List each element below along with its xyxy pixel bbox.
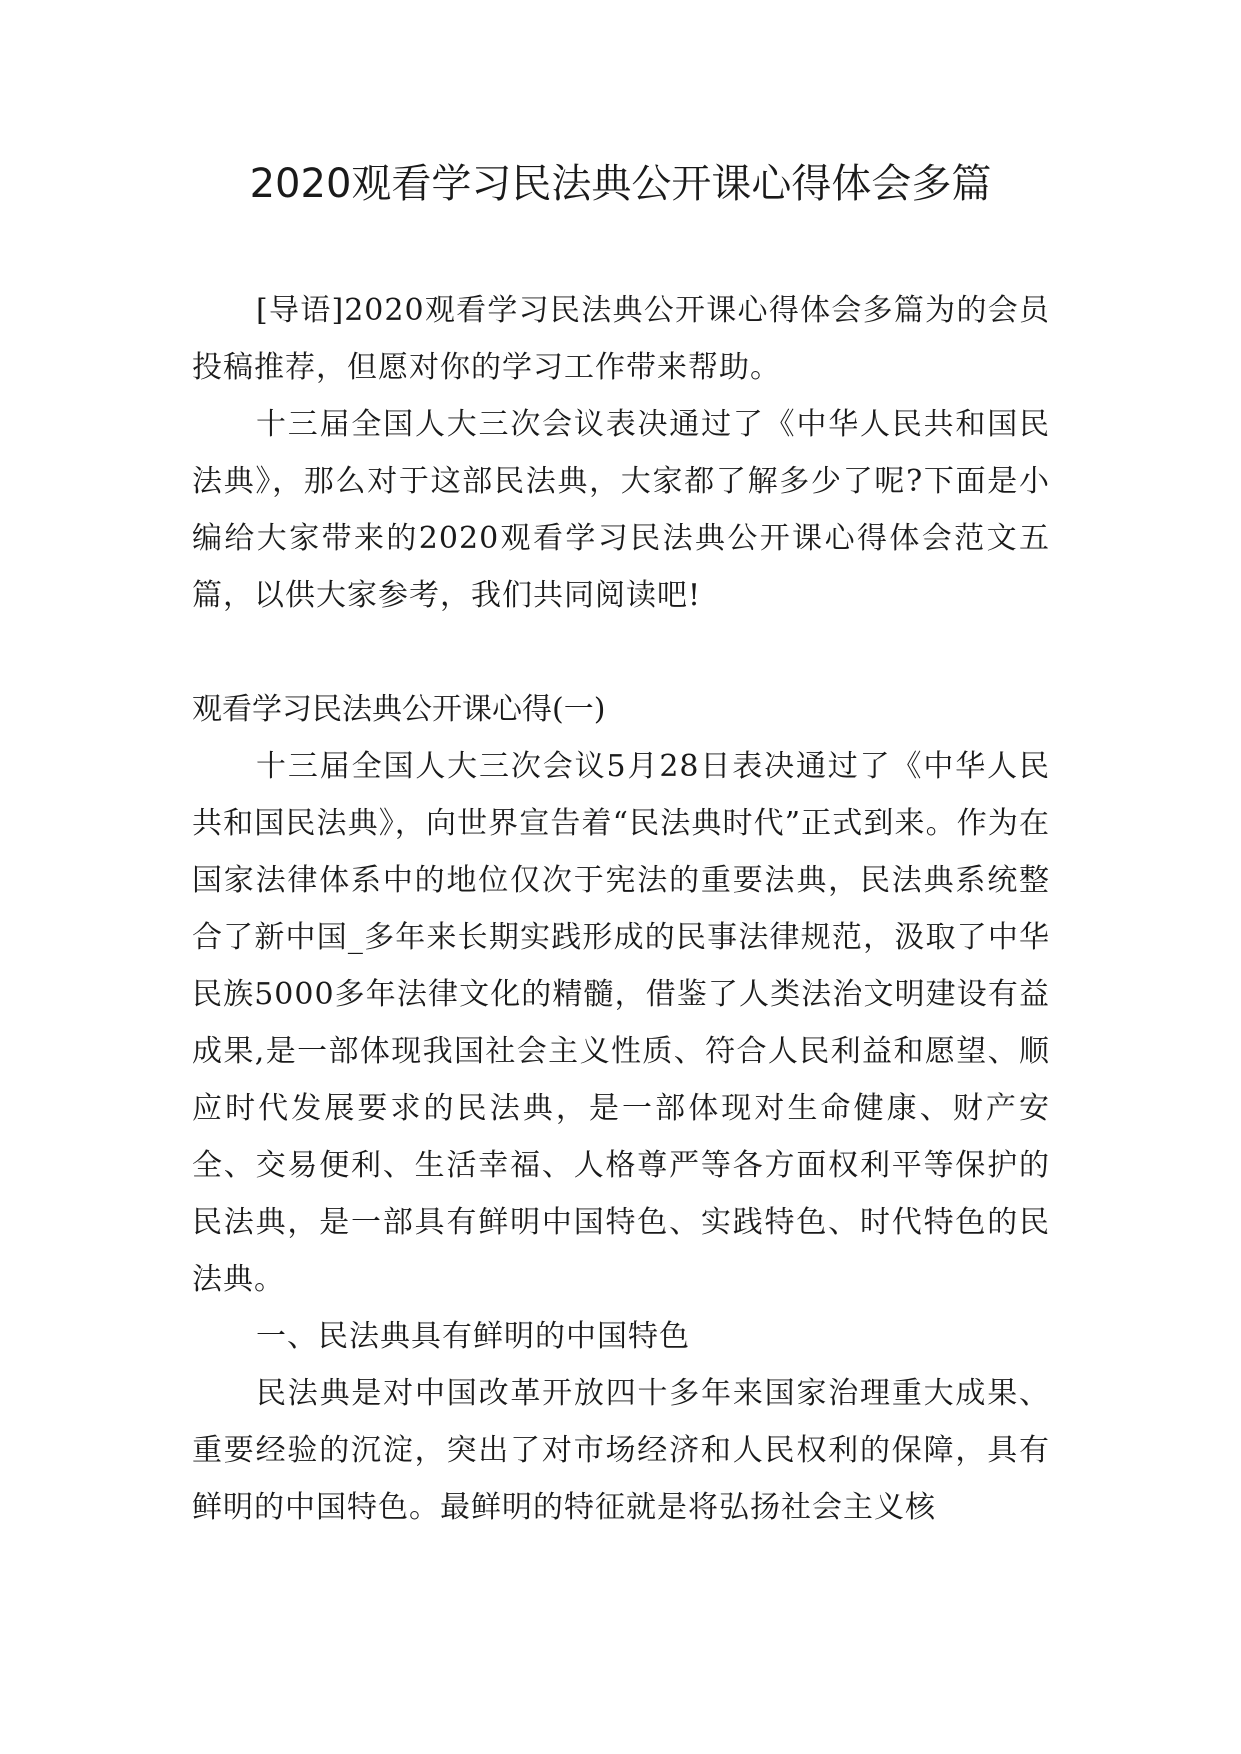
section-paragraph: 十三届全国人大三次会议5月28日表决通过了《中华人民共和国民法典》，向世界宣告着“民法典时代”正式到来。作为在国家法律体系中的地位仅次于宪法的重要法典，民法典系统整合了新中国_多年来长期实践形成的民事法律规范，汲取了中华民族5000多年法律文化的精髓，借鉴了人类法治文明建设有益成果,是一部体现我国社会主义性质、符合人民利益和愿望、顺应时代发展要求的民法典，是一部体现对生命健康、财产安全、交易便利、生活幸福、人格尊严等各方面权利平等保护的民法典，是一部具有鲜明中国特色、实践特色、时代特色的民法典。: [192, 749, 1050, 1297]
section-title: 观看学习民法典公开课心得(一): [192, 692, 606, 727]
intro-paragraph: [导语]2020观看学习民法典公开课心得体会多篇为的会员投稿推荐，但愿对你的学习工作带来帮助。: [192, 293, 1050, 385]
document-body: [192, 282, 1050, 1536]
subheading: 一、民法典具有鲜明的中国特色: [256, 1319, 690, 1354]
section-paragraph-2: 民法典是对中国改革开放四十多年来国家治理重大成果、重要经验的沉淀，突出了对市场经济和人民权利的保障，具有鲜明的中国特色。最鲜明的特征就是将弘扬社会主义核: [192, 1376, 1050, 1525]
document-title: 2020观看学习民法典公开课心得体会多篇: [249, 161, 992, 207]
lead-paragraph: 十三届全国人大三次会议表决通过了《中华人民共和国民法典》，那么对于这部民法典，大家都了解多少了呢?下面是小编给大家带来的2020观看学习民法典公开课心得体会范文五篇，以供大家参考，我们共同阅读吧!: [192, 407, 1050, 613]
